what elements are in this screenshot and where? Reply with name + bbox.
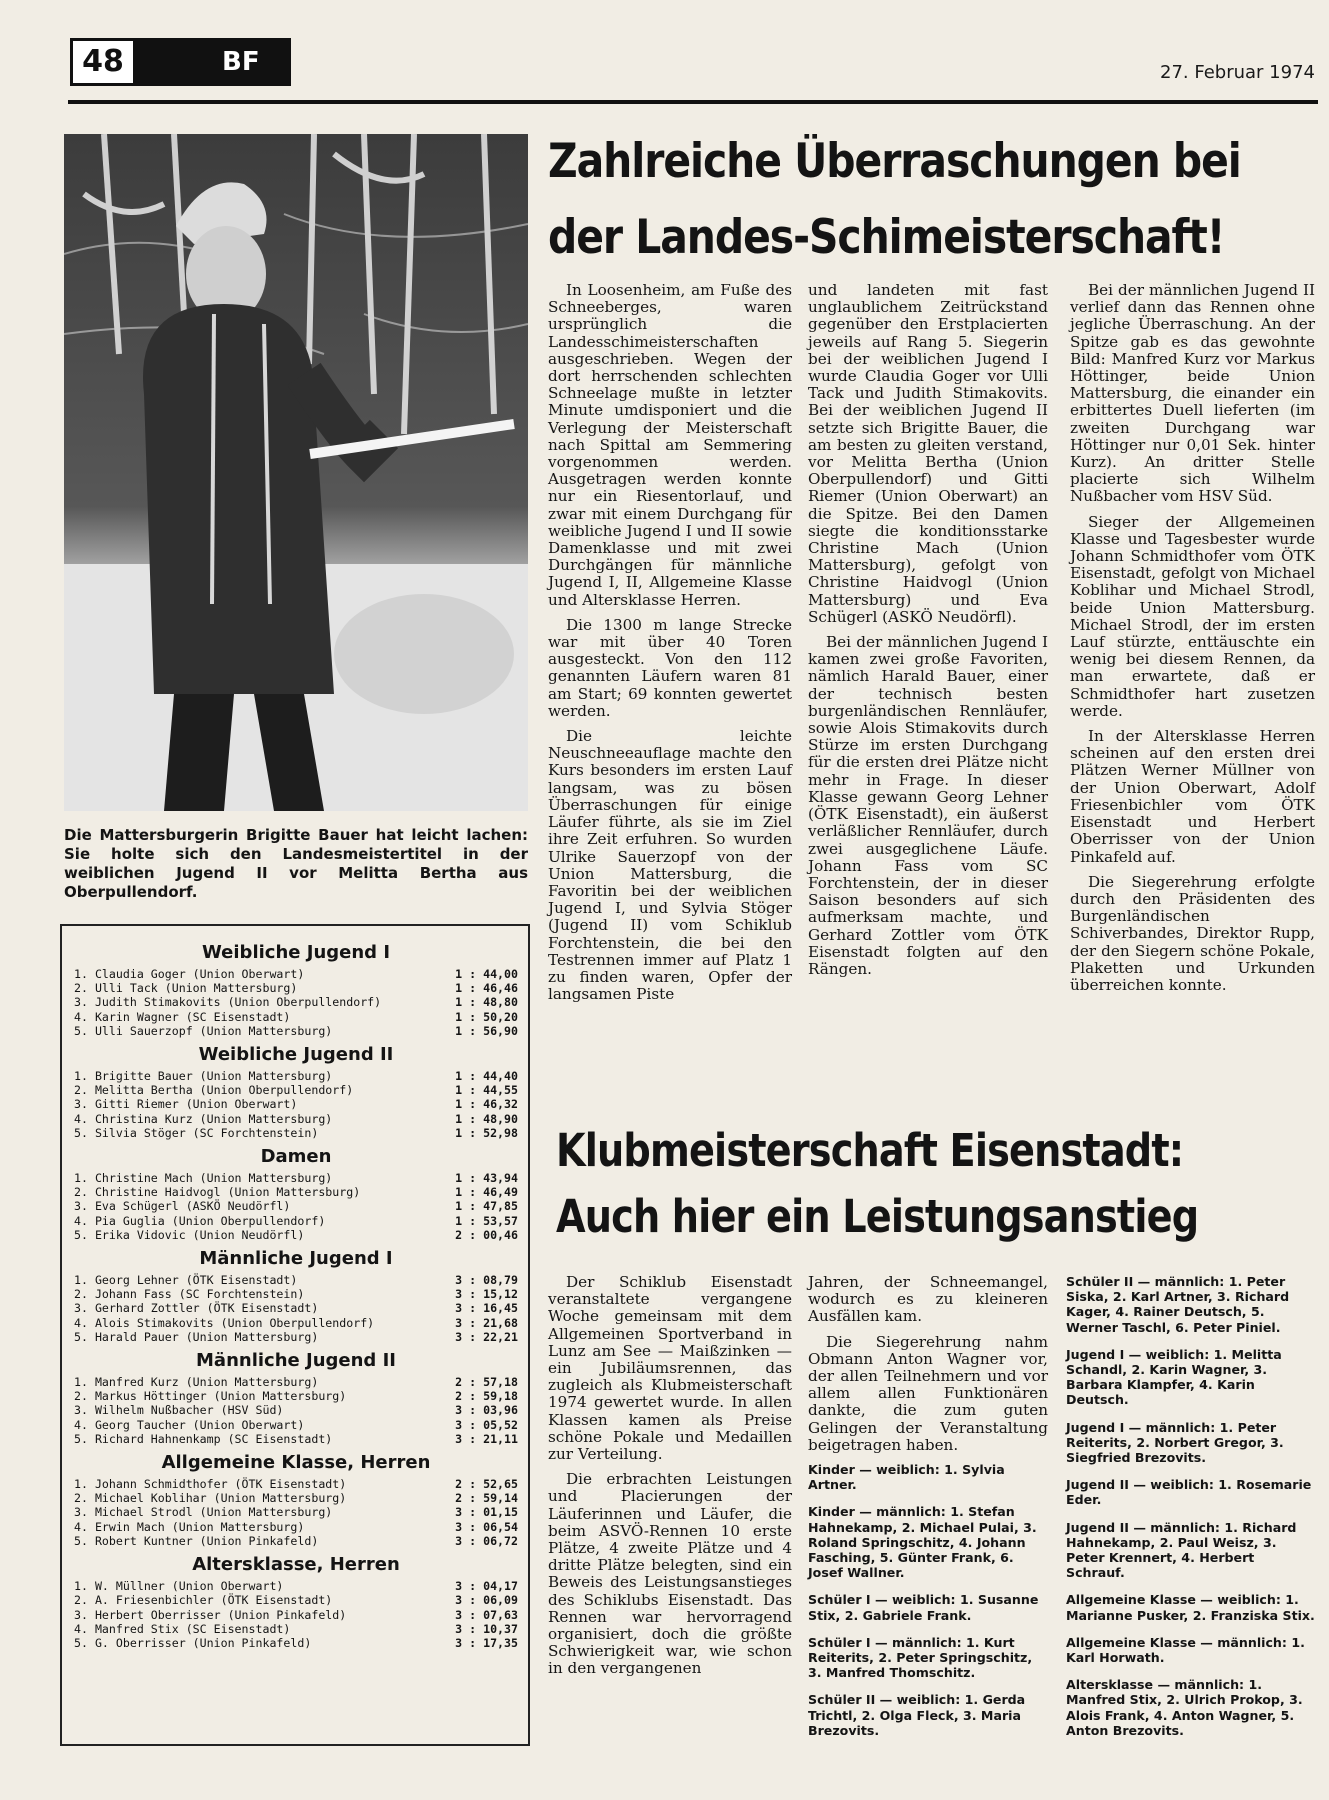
results-entry (74, 1316, 374, 1330)
results-row (74, 1491, 518, 1505)
results-name: Ulli Sauerzopf (Union Mattersburg) (94, 1023, 333, 1038)
results-name: Gerhard Zottler (ÖTK Eisenstadt) (94, 1301, 319, 1316)
results-rank: 2. (74, 1491, 88, 1506)
results-entry (74, 1505, 332, 1519)
header-rule (68, 100, 1318, 104)
results-row (74, 1520, 518, 1534)
results-rank: 4. (74, 1417, 88, 1432)
results-time: 1 : 50,20 (455, 1009, 518, 1024)
page-number: 48 (70, 38, 136, 86)
results-time: 3 : 07,63 (455, 1607, 518, 1622)
article2-headline-line1: Klubmeisterschaft Eisenstadt: (556, 1124, 1184, 1177)
results-name: Georg Taucher (Union Oberwart) (94, 1417, 305, 1432)
article2-col1-paragraph: Der Schiklub Eisenstadt veranstaltete vergangene Woche gemeinsam mit dem Allgemeinen Sportverband in Lunz am See — Maißzinken — ein Jubiläumsrennen, das zugleich als Klubmeisterschaft 1974 gewertet wurde. In allen Klassen kamen als Preise schöne Pokale und Medaillen zur Verteilung. (548, 1273, 792, 1464)
results-row (74, 1126, 518, 1140)
results-time: 2 : 00,46 (455, 1227, 518, 1242)
club-result-entry: Altersklasse — männlich: 1. Manfred Stix, 2. Ulrich Prokop, 3. Alois Frank, 4. Anton Wagner, 5. Anton Brezovits. (1066, 1677, 1303, 1738)
results-name: Pia Guglia (Union Oberpullendorf) (94, 1213, 326, 1228)
results-name: Erwin Mach (Union Mattersburg) (94, 1519, 305, 1534)
results-name: Brigitte Bauer (Union Mattersburg) (94, 1069, 333, 1084)
results-entry (74, 1214, 325, 1228)
results-rank: 4. (74, 1315, 88, 1330)
results-row (74, 1418, 518, 1432)
club-result-entry: Jugend I — männlich: 1. Peter Reiterits, 2. Norbert Gregor, 3. Siegfried Brezovits. (1066, 1419, 1284, 1466)
results-box (60, 924, 530, 1746)
results-time: 1 : 47,85 (455, 1199, 518, 1214)
article2-col2-paragraph: Jahren, der Schneemangel, wodurch es zu kleineren Ausfällen kam. (808, 1273, 1048, 1326)
results-row (74, 981, 518, 995)
club-result-entry: Allgemeine Klasse — weiblich: 1. Marianne Pusker, 2. Franziska Stix. (1066, 1592, 1315, 1623)
results-row (74, 1024, 518, 1038)
results-row (74, 1636, 518, 1650)
results-name: Silvia Stöger (SC Forchtenstein) (94, 1125, 319, 1140)
results-row (74, 1593, 518, 1607)
results-time: 1 : 48,90 (455, 1111, 518, 1126)
results-row (74, 1375, 518, 1389)
results-name: Christina Kurz (Union Mattersburg) (94, 1111, 333, 1126)
results-rank: 2. (74, 1593, 88, 1608)
photo-caption: Die Mattersburgerin Brigitte Bauer hat leicht lachen: Sie holte sich den Landesmeistertitel in der weiblichen Jugend II vor Melitta Bertha aus Oberpullendorf. (64, 826, 528, 901)
article1-col1-paragraph: Die 1300 m lange Strecke war mit über 40 Toren ausgesteckt. Von den 112 genannten Läufern waren 81 am Start; 69 konnten gewertet werden. (548, 615, 792, 720)
results-rank: 2. (74, 1083, 88, 1098)
skier-photo (64, 134, 528, 811)
results-row (74, 1477, 518, 1491)
results-entry (74, 1432, 332, 1446)
results-entry (74, 1228, 304, 1242)
results-rank: 2. (74, 1287, 88, 1302)
results-name: Wilhelm Nußbacher (HSV Süd) (94, 1403, 284, 1418)
results-time: 1 : 46,46 (455, 981, 518, 996)
results-row (74, 1171, 518, 1185)
results-entry (74, 1199, 290, 1213)
article1-col3-paragraph: In der Altersklasse Herren scheinen auf den ersten drei Plätzen Werner Müllner von der Union Oberwart, Adolf Friesenbichler vom ÖTK Eisenstadt und Herbert Oberrisser von der Union Pinkafeld auf. (1070, 727, 1315, 866)
results-time: 3 : 22,21 (455, 1329, 518, 1344)
club-result-entry: Kinder — männlich: 1. Stefan Hahnekamp, 2. Michael Pulai, 3. Roland Springschitz, 4. Johann Fasching, 5. Günter Frank, 6. Josef Wallner. (808, 1504, 1037, 1581)
results-name: Christine Haidvogl (Union Mattersburg) (94, 1185, 361, 1200)
results-row (74, 995, 518, 1009)
results-time: 1 : 56,90 (455, 1023, 518, 1038)
results-rank: 1. (74, 1273, 88, 1288)
results-name: A. Friesenbichler (ÖTK Eisenstadt) (94, 1593, 333, 1608)
results-rank: 3. (74, 1097, 88, 1112)
results-row (74, 1579, 518, 1593)
results-entry (74, 1126, 318, 1140)
section-label: BF (136, 38, 291, 86)
results-entry (74, 1375, 318, 1389)
results-rank: 2. (74, 981, 88, 996)
results-row (74, 1228, 518, 1242)
results-entry (74, 1418, 304, 1432)
club-result-entry: Jugend II — weiblich: 1. Rosemarie Eder. (1066, 1477, 1312, 1508)
results-entry (74, 1097, 297, 1111)
results-entry (74, 1389, 346, 1403)
results-name: W. Müllner (Union Oberwart) (94, 1579, 284, 1594)
results-row (74, 1010, 518, 1024)
results-row (74, 1432, 518, 1446)
results-time: 1 : 52,98 (455, 1125, 518, 1140)
results-rank: 1. (74, 1375, 88, 1390)
results-name: Robert Kuntner (Union Pinkafeld) (94, 1533, 319, 1548)
article1-column-3 (1070, 282, 1315, 1002)
article1-col1-paragraph: In Loosenheim, am Fuße des Schneeberges, waren ursprünglich die Landesschimeisterschaften ausgeschrieben. Wegen der dort herrschenden schlechten Schneelage mußte in letzter Minute umdisponiert und die Verlegung der Meisterschaft nach Spittal am Semmering vorgenommen werden. Ausgetragen werden konnte nur ein Riesentorlauf, und zwar mit einem Durchgang für weibliche Jugend I und II sowie Damenklasse und mit zwei Durchgängen für männliche Jugend I, II, Allgemeine Klasse und Altersklasse Herren. (548, 281, 792, 609)
results-row (74, 1083, 518, 1097)
results-name: Manfred Kurz (Union Mattersburg) (94, 1375, 319, 1390)
results-name: Manfred Stix (SC Eisenstadt) (94, 1621, 291, 1636)
results-entry (74, 1491, 346, 1505)
results-entry (74, 1608, 346, 1622)
results-rank: 1. (74, 1477, 88, 1492)
results-group-title: Damen (260, 1146, 332, 1168)
results-time: 1 : 43,94 (455, 1171, 518, 1186)
results-time: 1 : 44,40 (455, 1069, 518, 1084)
results-entry (74, 1171, 332, 1185)
results-rank: 5. (74, 1023, 88, 1038)
article2-col2-paragraph: Die Siegerehrung nahm Obmann Anton Wagner vor, der allen Teilnehmern und vor allem allen Funktionären dankte, die zum guten Gelingen der Veranstaltung beigetragen haben. (808, 1332, 1048, 1454)
results-entry (74, 1185, 360, 1199)
article2-headline-line2: Auch hier ein Leistungsanstieg (556, 1190, 1199, 1243)
club-result-entry: Schüler II — weiblich: 1. Gerda Trichtl, 2. Olga Fleck, 3. Maria Brezovits. (808, 1692, 1026, 1738)
results-time: 3 : 06,09 (455, 1593, 518, 1608)
results-entry (74, 1010, 290, 1024)
results-time: 3 : 21,11 (455, 1431, 518, 1446)
article2-col1-paragraph: Die erbrachten Leistungen und Placierungen der Läuferinnen und Läufer, die beim ASVÖ-Rennen 10 erste Plätze, 4 zweite Plätze und 4 dritte Plätze belegten, sind ein Beweis des Leistungsanstieges des Schiklubs Eisenstadt. Das Rennen war hervorragend organisiert, doch die größte Schwierigkeit war, wie schon in den vergangenen (548, 1470, 792, 1678)
article1-col2-paragraph: Bei der männlichen Jugend I kamen zwei große Favoriten, nämlich Harald Bauer, einer der technisch besten burgenländischen Rennläufer, sowie Alois Stimakovits durch Stürze im ersten Durchgang für die ersten drei Plätze nicht mehr in Frage. In dieser Klasse gewann Georg Lehner (ÖTK Eisenstadt), ein äußerst verläßlicher Rennläufer, durch zwei ausgeglichene Läufe. Johann Fass vom SC Forchtenstein, der in dieser Saison besonders auf sich aufmerksam machte, und Gerhard Zottler vom ÖTK Eisenstadt folgten auf den Rängen. (808, 633, 1048, 978)
results-rank: 5. (74, 1431, 88, 1446)
results-rank: 4. (74, 1519, 88, 1534)
results-rank: 1. (74, 967, 88, 981)
results-rank: 4. (74, 1213, 88, 1228)
results-rank: 4. (74, 1621, 88, 1636)
results-time: 3 : 06,54 (455, 1519, 518, 1534)
results-name: Michael Koblihar (Union Mattersburg) (94, 1491, 347, 1506)
results-time: 3 : 21,68 (455, 1315, 518, 1330)
results-group-title: Weibliche Jugend II (198, 1044, 394, 1066)
results-entry (74, 1069, 332, 1083)
results-row (74, 1330, 518, 1344)
results-rank: 3. (74, 1505, 88, 1520)
results-name: Alois Stimakovits (Union Oberpullendorf) (94, 1315, 375, 1330)
results-time: 3 : 05,52 (455, 1417, 518, 1432)
results-name: Christine Mach (Union Mattersburg) (94, 1171, 333, 1186)
results-rank: 2. (74, 1185, 88, 1200)
skier-photo-illustration (64, 134, 528, 811)
results-row (74, 1287, 518, 1301)
results-time: 3 : 16,45 (455, 1301, 518, 1316)
results-entry (74, 1112, 332, 1126)
results-time: 3 : 10,37 (455, 1621, 518, 1636)
results-entry (74, 1287, 304, 1301)
results-row (74, 1301, 518, 1315)
results-time: 2 : 59,18 (455, 1389, 518, 1404)
article1-headline-line1: Zahlreiche Überraschungen bei (548, 134, 1241, 189)
article2-column-1 (548, 1274, 792, 1686)
results-entry (74, 1579, 283, 1593)
results-row (74, 1505, 518, 1519)
results-time: 3 : 01,15 (455, 1505, 518, 1520)
results-time: 1 : 46,49 (455, 1185, 518, 1200)
results-row (74, 1185, 518, 1199)
results-time: 3 : 17,35 (455, 1635, 518, 1650)
results-time: 1 : 44,00 (455, 967, 518, 981)
results-entry (74, 1083, 353, 1097)
results-name: Johann Fass (SC Forchtenstein) (94, 1287, 305, 1302)
results-entry (74, 1024, 332, 1038)
results-name: Claudia Goger (Union Oberwart) (94, 967, 305, 981)
issue-date: 27. Februar 1974 (1160, 62, 1315, 83)
article1-col3-paragraph: Sieger der Allgemeinen Klasse und Tagesbester wurde Johann Schmidthofer vom ÖTK Eisenstadt, gefolgt von Michael Koblihar und Michael Strodl, beide Union Mattersburg. Michael Strodl, der im ersten Lauf stürzte, enttäuschte ein wenig bei diesem Rennen, da man erwartete, daß er Schmidthofer hart zusetzen werde. (1070, 512, 1315, 720)
club-result-entry: Kinder — weiblich: 1. Sylvia Artner. (808, 1462, 1005, 1493)
results-row (74, 1214, 518, 1228)
results-entry (74, 1534, 318, 1548)
article1-col3-paragraph: Bei der männlichen Jugend II verlief dann das Rennen ohne jegliche Überraschung. An der Spitze gab es das gewohnte Bild: Manfred Kurz vor Markus Höttinger, beide Union Mattersburg, die einander ein erbittertes Duell lieferten (im zweiten Durchgang war Höttinger nur 0,01 Sek. hinter Kurz). An dritter Stelle placierte sich Wilhelm Nußbacher vom HSV Süd. (1070, 281, 1315, 506)
results-time: 2 : 52,65 (455, 1477, 518, 1492)
results-rank: 3. (74, 1607, 88, 1622)
results-name: Erika Vidovic (Union Neudörfl) (94, 1227, 305, 1242)
article1-col3-paragraph: Die Siegerehrung erfolgte durch den Präsidenten des Burgenländischen Schiverbandes, Direktor Rupp, der den Siegern schöne Pokale, Plaketten und Urkunden überreichen konnte. (1070, 872, 1315, 994)
results-name: Gitti Riemer (Union Oberwart) (94, 1097, 298, 1112)
results-row (74, 1389, 518, 1403)
results-group-title: Weibliche Jugend I (201, 942, 391, 963)
results-time: 1 : 46,32 (455, 1097, 518, 1112)
results-rank: 1. (74, 1579, 88, 1594)
results-entry (74, 1477, 346, 1491)
article1-headline (548, 124, 1322, 276)
results-rank: 3. (74, 1403, 88, 1418)
results-rank: 2. (74, 1389, 88, 1404)
results-entry (74, 1273, 297, 1287)
article2-column-3 (1066, 1274, 1316, 1750)
results-entry (74, 1593, 332, 1607)
results-name: Johann Schmidthofer (ÖTK Eisenstadt) (94, 1477, 347, 1492)
results-name: Michael Strodl (Union Mattersburg) (94, 1505, 333, 1520)
results-name: Harald Pauer (Union Mattersburg) (94, 1329, 319, 1344)
results-time: 1 : 44,55 (455, 1083, 518, 1098)
results-group-title: Allgemeine Klasse, Herren (161, 1452, 431, 1474)
results-entry (74, 995, 381, 1009)
results-name: Markus Höttinger (Union Mattersburg) (94, 1389, 347, 1404)
results-row (74, 1273, 518, 1287)
results-rank: 1. (74, 1069, 88, 1084)
results-row (74, 1534, 518, 1548)
article1-column-2 (808, 282, 1048, 986)
results-name: Melitta Bertha (Union Oberpullendorf) (94, 1083, 354, 1098)
results-row (74, 1622, 518, 1636)
results-entry (74, 1301, 318, 1315)
results-time: 3 : 15,12 (455, 1287, 518, 1302)
results-row (74, 1316, 518, 1330)
club-result-entry: Schüler I — weiblich: 1. Susanne Stix, 2. Gabriele Frank. (808, 1592, 1039, 1623)
results-entry (74, 1636, 311, 1650)
results-rank: 3. (74, 995, 88, 1010)
results-name: Georg Lehner (ÖTK Eisenstadt) (94, 1273, 298, 1288)
club-result-entry: Allgemeine Klasse — männlich: 1. Karl Horwath. (1066, 1634, 1305, 1666)
article2-headline (556, 1118, 1329, 1250)
results-name: G. Oberrisser (Union Pinkafeld) (94, 1635, 312, 1650)
club-result-entry: Schüler I — männlich: 1. Kurt Reiterits, 2. Peter Springschitz, 3. Manfred Thomschitz. (808, 1634, 1033, 1681)
club-result-entry: Jugend II — männlich: 1. Richard Hahnekamp, 2. Paul Weisz, 3. Peter Krennert, 4. Herbert Schrauf. (1066, 1519, 1297, 1581)
results-row (74, 1069, 518, 1083)
results-entry (74, 1403, 283, 1417)
results-group-title: Männliche Jugend I (199, 1248, 393, 1270)
results-entry (74, 1520, 304, 1534)
results-rank: 4. (74, 1111, 88, 1126)
results-entry (74, 1330, 318, 1344)
results-name: Karin Wagner (SC Eisenstadt) (94, 1009, 291, 1024)
results-group-title: Männliche Jugend II (196, 1350, 396, 1372)
results-rank: 5. (74, 1227, 88, 1242)
results-rank: 1. (74, 1171, 88, 1186)
results-rank: 3. (74, 1301, 88, 1316)
results-time: 3 : 03,96 (455, 1403, 518, 1418)
results-time: 3 : 08,79 (455, 1273, 518, 1288)
results-rank: 3. (74, 1199, 88, 1214)
article1-col1-paragraph: Die leichte Neuschneeauflage machte den Kurs besonders im ersten Lauf langsam, was zu bösen Überraschungen für einige Läufer führte, als sie im Ziel ihre Zeit erfuhren. So wurden Ulrike Sauerzopf von der Union Mattersburg, die Favoritin bei der weiblichen Jugend I, und Sylvia Stöger (Jugend II) vom Schiklub Forchtenstein, die bei den Testrennen immer auf Platz 1 zu finden waren, Opfer der langsamen Piste (548, 727, 792, 1004)
results-rank: 5. (74, 1635, 88, 1650)
results-time: 1 : 48,80 (455, 995, 518, 1010)
results-row (74, 1112, 518, 1126)
results-time: 1 : 53,57 (455, 1213, 518, 1228)
results-name: Ulli Tack (Union Mattersburg) (94, 981, 298, 996)
results-name: Richard Hahnenkamp (SC Eisenstadt) (94, 1431, 333, 1446)
article1-column-1 (548, 282, 792, 1011)
club-result-entry: Schüler II — männlich: 1. Peter Siska, 2. Karl Artner, 3. Richard Kager, 4. Rainer Deutsch, 5. Werner Taschl, 6. Peter Piniel. (1066, 1274, 1290, 1335)
results-entry (74, 981, 297, 995)
results-row (74, 1097, 518, 1111)
results-time: 2 : 59,14 (455, 1491, 518, 1506)
results-entry (74, 1622, 290, 1636)
results-rank: 4. (74, 1009, 88, 1024)
article2-column-2 (808, 1274, 1048, 1750)
article1-col2-paragraph: und landeten mit fast unglaublichem Zeitrückstand gegenüber den Erstplacierten jeweils auf Rang 5. Siegerin bei der weiblichen Jugend I wurde Claudia Goger vor Ulli Tack und Judith Stimakovits. Bei der weiblichen Jugend II setzte sich Brigitte Bauer, die am besten zu gleiten verstand, vor Melitta Bertha (Union Oberpullendorf) und Gitti Riemer (Union Oberwart) an die Spitze. Bei den Damen siegte die konditionsstarke Christine Mach (Union Mattersburg), gefolgt von Christine Haidvogl (Union Mattersburg) und Eva Schügerl (ASKÖ Neudörfl). (808, 281, 1048, 626)
results-time: 2 : 57,18 (455, 1375, 518, 1390)
results-rank: 5. (74, 1533, 88, 1548)
club-result-entry: Jugend I — weiblich: 1. Melitta Schandl, 2. Karin Wagner, 3. Barbara Klampfer, 4. Karin Deutsch. (1066, 1346, 1282, 1408)
results-entry (74, 967, 304, 981)
results-time: 3 : 04,17 (455, 1579, 518, 1594)
results-row (74, 1403, 518, 1417)
results-rank: 5. (74, 1125, 88, 1140)
results-name: Eva Schügerl (ASKÖ Neudörfl) (94, 1199, 291, 1214)
article1-headline-line2: der Landes-Schimeisterschaft! (548, 210, 1225, 265)
results-group-title: Altersklasse, Herren (192, 1554, 400, 1576)
results-time: 3 : 06,72 (455, 1533, 518, 1548)
results-row (74, 1199, 518, 1213)
results-rank: 5. (74, 1329, 88, 1344)
results-name: Judith Stimakovits (Union Oberpullendorf) (94, 995, 382, 1010)
results-row (74, 967, 518, 981)
results-row (74, 1608, 518, 1622)
results-name: Herbert Oberrisser (Union Pinkafeld) (94, 1607, 347, 1622)
